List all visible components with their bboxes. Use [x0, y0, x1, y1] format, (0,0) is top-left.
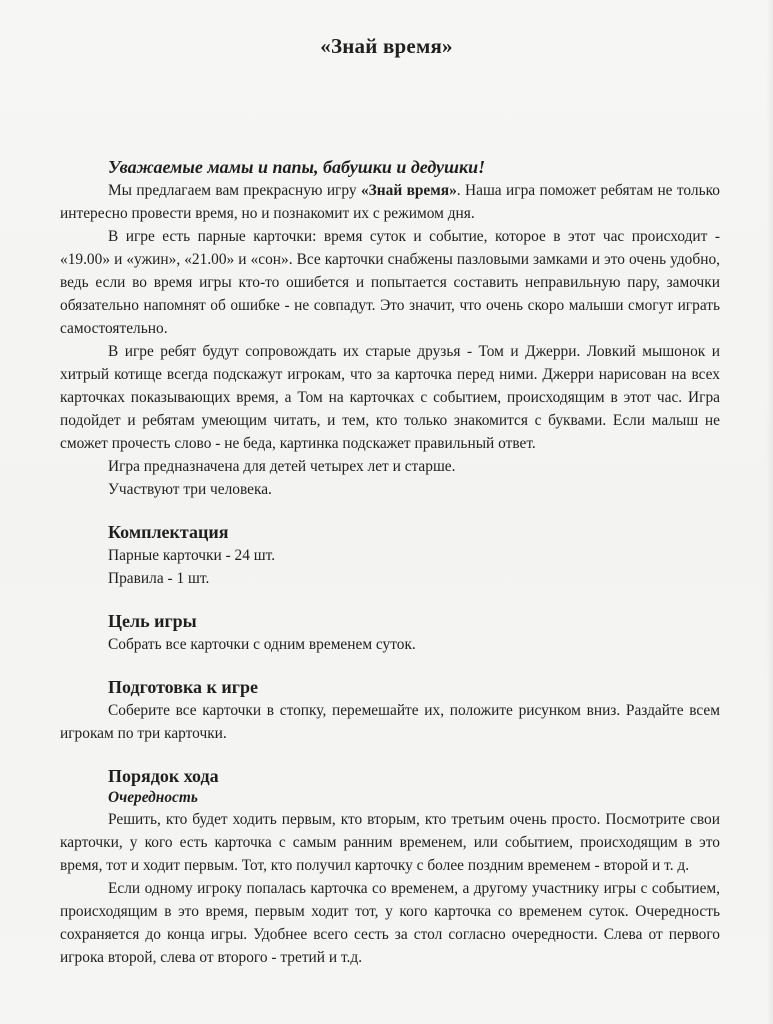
scan-edge-shadow	[767, 0, 773, 1024]
document-title: «Знай время»	[320, 34, 453, 58]
order-paragraph-1: Решить, кто будет ходить первым, кто вторым, кто третьим очень просто. Посмотрите свои карточки, у кого есть карточка с самым ранним временем, или событием, происходящим в это время, тот и ходит первым. Тот, кто получил карточку с более поздним временем - второй и т. д.	[60, 811, 720, 874]
goal-text: Собрать все карточки с одним временем суток.	[108, 636, 416, 653]
intro-paragraph-4: Игра предназначена для детей четырех лет и старше.	[108, 458, 456, 475]
kit-item: Парные карточки - 24 шт.	[108, 547, 276, 564]
section-title-goal: Цель игры	[108, 611, 197, 631]
subsection-title-turn-order: Очередность	[108, 789, 198, 806]
intro-text-before: Мы предлагаем вам прекрасную игру	[108, 182, 361, 199]
intro-text-after: . Наша игра поможет ребятам не только интересно провести время, но и познакомит их с режимом дня.	[60, 182, 720, 222]
game-name: «Знай время»	[360, 182, 457, 199]
greeting: Уважаемые мамы и папы, бабушки и дедушки!	[108, 157, 486, 177]
order-paragraph-2: Если одному игроку попалась карточка со временем, а другому участнику игры с событием, происходящим в это время, первым ходит тот, у кого карточка со временем суток. Очередность сохраняется до конца игры. Удобнее всего сесть за стол согласно очередности. Слева от первого игрока второй, слева от второго - третий и т.д.	[60, 880, 720, 966]
intro-paragraph-2: В игре есть парные карточки: время суток и событие, которое в этот час происходит - «19.00» и «ужин», «21.00» и «сон». Все карточки снабжены пазловыми замками и это очень удобно, ведь если во время игры кто-то ошибется и попытается составить неправильную пару, замочки обязательно напомнят об ошибке - не совпадут. Это значит, что очень скоро малыши смогут играть самостоятельно.	[60, 228, 720, 337]
document-body	[60, 156, 720, 969]
prep-text: Соберите все карточки в стопку, перемешайте их, положите рисунком вниз. Раздайте всем игрокам по три карточки.	[60, 702, 720, 742]
intro-paragraph-3: В игре ребят будут сопровождать их старые друзья - Том и Джерри. Ловкий мышонок и хитрый котище всегда подскажут игрокам, что за карточка перед ними. Джерри нарисован на всех карточках показывающих время, а Том на карточках с событием, происходящим в этот час. Игра подойдет и ребятам умеющим читать, и тем, кто только знакомится с буквами. Если малыш не сможет прочесть слово - не беда, картинка подскажет правильный ответ.	[60, 343, 720, 452]
intro-paragraph-5: Участвуют три человека.	[108, 481, 272, 498]
section-title-kit: Комплектация	[108, 522, 229, 542]
section-title-prep: Подготовка к игре	[108, 677, 258, 697]
kit-item: Правила - 1 шт.	[108, 570, 210, 587]
intro-paragraph-1	[60, 179, 720, 225]
section-title-order: Порядок хода	[108, 766, 219, 786]
